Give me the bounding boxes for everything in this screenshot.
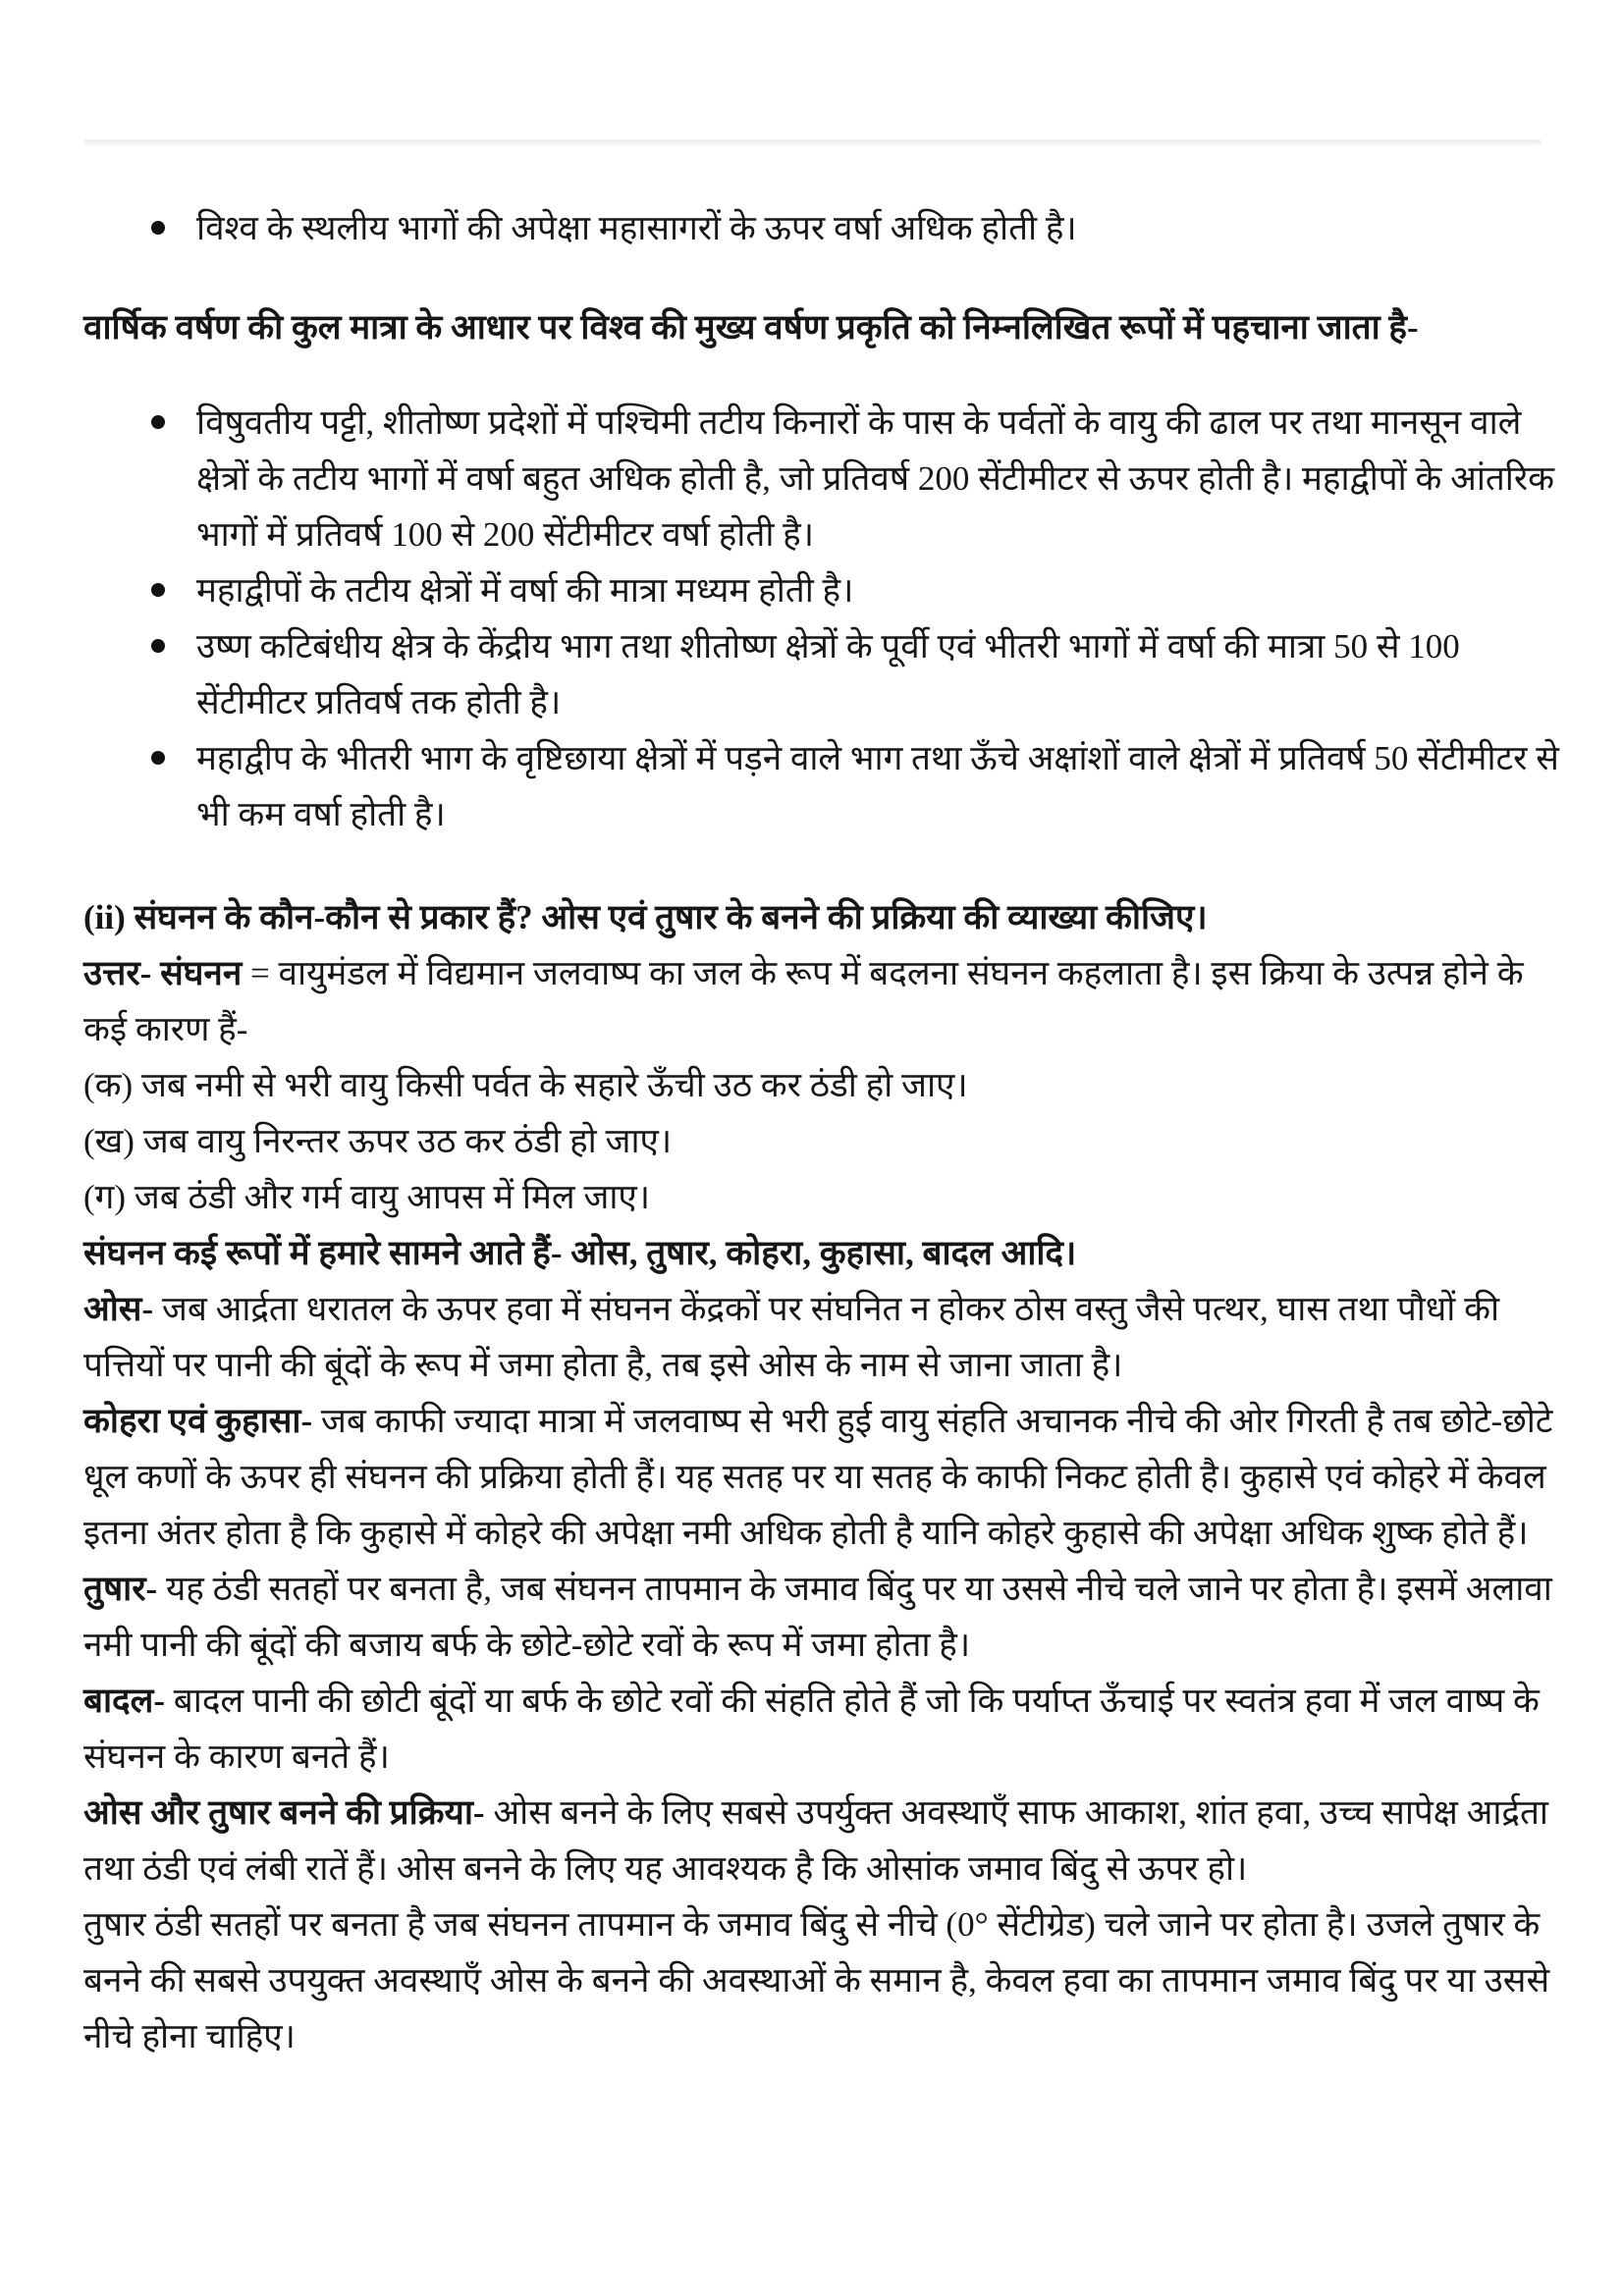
paragraph-text: (ख) जब वायु निरन्तर ऊपर उठ कर ठंडी हो जाए। (83, 1122, 673, 1160)
paragraph-lead: ओस और तुषार बनने की प्रक्रिया- (83, 1793, 485, 1832)
paragraph-text: = वायुमंडल में विद्यमान जलवाष्प का जल के रूप में बदलना संघनन कहलाता है। इस क्रिया के उत्पन्न होने के कई कारण हैं- (83, 954, 1524, 1048)
answer-paragraph (83, 1057, 1574, 1113)
paragraph-lead: तुषार- (83, 1570, 158, 1608)
paragraph-text: यह ठंडी सतहों पर बनता है, जब संघनन तापमान के जमाव बिंदु पर या उससे नीचे चले जाने पर होता है। इसमें अलावा नमी पानी की बूंदों की बजाय बर्फ के छोटे-छोटे रवों के रूप में जमा होता है। (83, 1570, 1552, 1664)
list-item-text: विषुवतीय पट्टी, शीतोष्ण प्रदेशों में पश्चिमी तटीय किनारों के पास के पर्वतों के वायु की ढाल पर तथा मानसून वाले क्षेत्रों के तटीय भागों में वर्षा बहुत अधिक होती है, जो प्रतिवर्ष 200 सेंटीमीटर से ऊपर होती है। महाद्वीपों के आंतरिक भागों में प्रतिवर्ष 100 से 200 सेंटीमीटर वर्षा होती है। (196, 403, 1555, 554)
intro-bullet-list (83, 200, 1574, 256)
answer-paragraph (83, 1393, 1574, 1561)
answer-paragraph (83, 1281, 1574, 1393)
section-divider (83, 139, 1542, 145)
list-item (83, 395, 1574, 562)
section-heading: वार्षिक वर्षण की कुल मात्रा के आधार पर विश्व की मुख्य वर्षण प्रकृति को निम्नलिखित रूपों में पहचाना जाता है- (83, 308, 1419, 347)
answer-paragraph (83, 1225, 1574, 1281)
paragraph-lead: कोहरा एवं कुहासा- (83, 1402, 313, 1440)
answer-paragraph (83, 1673, 1574, 1785)
answer-paragraph (83, 1785, 1574, 1896)
list-item-text: विश्व के स्थलीय भागों की अपेक्षा महासागरों के ऊपर वर्षा अधिक होती है। (196, 209, 1077, 247)
document-content (0, 139, 1623, 2064)
list-item (83, 562, 1574, 618)
question-heading: (ii) संघनन के कौन-कौन से प्रकार हैं? ओस एवं तुषार के बनने की प्रक्रिया की व्याख्या कीजिए। (83, 898, 1208, 936)
list-item-text: महाद्वीप के भीतरी भाग के वृष्टिछाया क्षेत्रों में पड़ने वाले भाग तथा ऊँचे अक्षांशों वाले क्षेत्रों में प्रतिवर्ष 50 सेंटीमीटर से भी कम वर्षा होती है। (196, 739, 1559, 833)
paragraph-text: (क) जब नमी से भरी वायु किसी पर्वत के सहारे ऊँची उठ कर ठंडी हो जाए। (83, 1066, 968, 1104)
paragraph-text: (ग) जब ठंडी और गर्म वायु आपस में मिल जाए। (83, 1178, 651, 1216)
answer-paragraph (83, 945, 1574, 1057)
answer-paragraph (83, 1169, 1574, 1225)
answer-paragraph (83, 1896, 1574, 2064)
paragraph-text: तुषार ठंडी सतहों पर बनता है जब संघनन तापमान के जमाव बिंदु से नीचे (0° सेंटीग्रेड) चले जाने पर होता है। उजले तुषार के बनने की सबसे उपयुक्त अवस्थाएँ ओस के बनने की अवस्थाओं के समान है, केवल हवा का तापमान जमाव बिंदु पर या उससे नीचे होना चाहिए। (83, 1905, 1550, 2056)
paragraph-lead: उत्तर- संघनन (83, 954, 243, 992)
list-item (83, 618, 1574, 730)
rainfall-bullet-list (83, 395, 1574, 842)
paragraph-lead: ओस- (83, 1290, 154, 1328)
list-item (83, 730, 1574, 842)
paragraph-lead: संघनन कई रूपों में हमारे सामने आते हैं- ओस, तुषार, कोहरा, कुहासा, बादल आदि। (83, 1234, 1077, 1272)
paragraph-text: जब काफी ज्यादा मात्रा में जलवाष्प से भरी हुई वायु संहति अचानक नीचे की ओर गिरती है तब छोटे-छोटे धूल कणों के ऊपर ही संघनन की प्रक्रिया होती हैं। यह सतह पर या सतह के काफी निकट होती है। कुहासे एवं कोहरे में केवल इतना अंतर होता है कि कुहासे में कोहरे की अपेक्षा नमी अधिक होती है यानि कोहरे कुहासे की अपेक्षा अधिक शुष्क होते हैं। (83, 1402, 1553, 1552)
paragraph-text: बादल पानी की छोटी बूंदों या बर्फ के छोटे रवों की संहति होते हैं जो कि पर्याप्त ऊँचाई पर स्वतंत्र हवा में जल वाष्प के संघनन के कारण बनते हैं। (83, 1682, 1540, 1776)
answer-paragraph (83, 1561, 1574, 1673)
list-item-text: उष्ण कटिबंधीय क्षेत्र के केंद्रीय भाग तथा शीतोष्ण क्षेत्रों के पूर्वी एवं भीतरी भागों में वर्षा की मात्रा 50 से 100 सेंटीमीटर प्रतिवर्ष तक होती है। (196, 627, 1460, 721)
paragraph-text: ओस बनने के लिए सबसे उपर्युक्त अवस्थाएँ साफ आकाश, शांत हवा, उच्च सापेक्ष आर्द्रता तथा ठंडी एवं लंबी रातें हैं। ओस बनने के लिए यह आवश्यक है कि ओसांक जमाव बिंदु से ऊपर हो। (83, 1793, 1548, 1888)
paragraph-text: जब आर्द्रता धरातल के ऊपर हवा में संघनन केंद्रकों पर संघनित न होकर ठोस वस्तु जैसे पत्थर, घास तथा पौधों की पत्तियों पर पानी की बूंदों के रूप में जमा होता है, तब इसे ओस के नाम से जाना जाता है। (83, 1290, 1500, 1384)
answer-paragraph (83, 1113, 1574, 1169)
list-item-text: महाद्वीपों के तटीय क्षेत्रों में वर्षा की मात्रा मध्यम होती है। (196, 571, 854, 610)
list-item (83, 200, 1574, 256)
answer-block (83, 945, 1574, 2064)
paragraph-lead: बादल- (83, 1682, 166, 1720)
